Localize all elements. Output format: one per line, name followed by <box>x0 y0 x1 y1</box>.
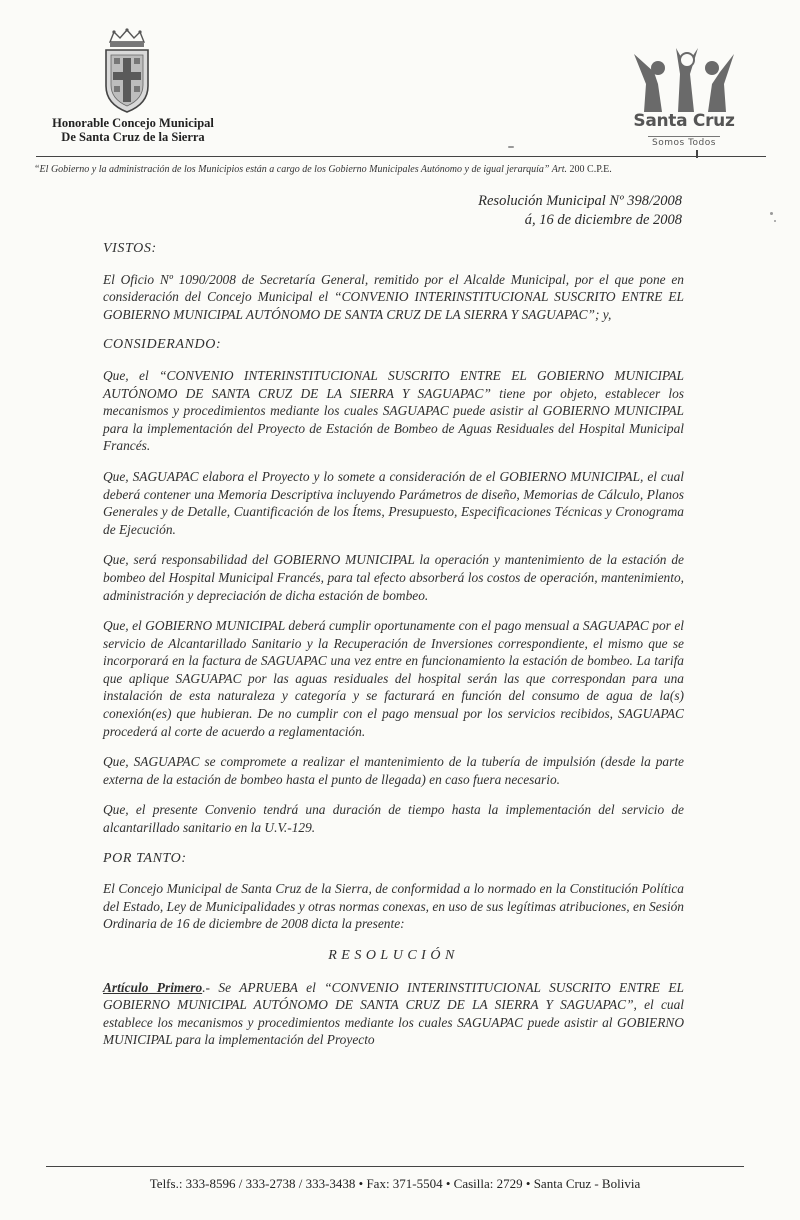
paragraph-considerando-1: Que, el “CONVENIO INTERINSTITUCIONAL SUSCRITO ENTRE EL GOBIERNO MUNICIPAL AUTÓNOMO DE SANTA CRUZ DE LA SIERRA Y SAGUAPAC” tiene por objeto, establecer los mecanismos y procedimientos mediante los cuales SAGUAPAC puede asistir al GOBIERNO MUNICIPAL para la implementación del Proyecto de Estación de Bombeo de Aguas Residuales del Hospital Municipal Francés. <box>103 367 684 454</box>
paragraph-vistos: El Oficio Nº 1090/2008 de Secretaría General, remitido por el Alcalde Municipal, por el que pone en consideración del Concejo Municipal el “CONVENIO INTERINSTITUCIONAL SUSCRITO ENTRE EL GOBIERNO MUNICIPAL AUTÓNOMO DE SANTA CRUZ DE LA SIERRA Y SAGUAPAC”; y, <box>103 271 684 322</box>
resolution-date: á, 16 de diciembre de 2008 <box>524 212 682 228</box>
quote-text: “El Gobierno y la administración de los Municipios están a cargo de los Gobierno Municipales Autónomo y de igual jerarquía” Art. <box>34 164 568 175</box>
scan-speck <box>508 146 514 148</box>
quote-article: 200 C.P.E. <box>569 164 612 175</box>
logo-subtitle: Somos Todos <box>648 136 720 149</box>
resolution-title: RESOLUCIÓN <box>328 948 459 963</box>
header-divider <box>36 156 766 157</box>
footer-contact: Telfs.: 333-8596 / 333-2738 / 333-3438 • Fax: 371-5504 • Casilla: 2729 • Santa Cruz - Bolivia <box>149 1176 641 1191</box>
council-name <box>20 116 246 144</box>
heading-por-tanto: POR TANTO: <box>103 850 187 866</box>
paragraph-considerando-6: Que, el presente Convenio tendrá una duración de tiempo hasta la implementación del servicio de alcantarillado sanitario en la U.V.-129. <box>103 802 684 836</box>
article-separator: .- <box>202 979 219 995</box>
article-text: Se APRUEBA el “CONVENIO INTERINSTITUCIONAL SUSCRITO ENTRE EL GOBIERNO MUNICIPAL AUTÓNOMO DE SANTA CRUZ DE LA SIERRA Y SAGUAPAC”, el cual establece los mecanismos y procedimientos mediante los cuales SAGUAPAC puede asistir al GOBIERNO MUNICIPAL para la implementación del Proyecto <box>103 979 684 1048</box>
municipal-crest-icon <box>100 28 154 114</box>
header-divider-tick <box>696 150 698 158</box>
santa-cruz-logo-text <box>628 112 740 149</box>
paragraph-considerando-3: Que, será responsabilidad del GOBIERNO MUNICIPAL la operación y mantenimiento de la estación de bombeo del Hospital Municipal Francés, para tal efecto absorberá los costos de operación, mantenimiento, administración y depreciación de dicha estación de bombeo. <box>103 552 684 603</box>
scan-speck <box>770 212 773 215</box>
paragraph-considerando-5: Que, SAGUAPAC se compromete a realizar el mantenimiento de la tubería de impulsión (desde la parte externa de la estación de bombeo hasta el punto de llegada) en caso fuera necesario. <box>103 754 684 787</box>
resolution-meta <box>478 192 682 230</box>
paragraph-por-tanto: El Concejo Municipal de Santa Cruz de la Sierra, de conformidad a lo normado en la Constitución Política del Estado, Ley de Municipalidades y otras normas conexas, en uso de sus legítimas atribuciones, en Sesión Ordinaria de 16 de diciembre de 2008 dicta la presente: <box>103 881 684 932</box>
paragraph-article-1 <box>103 979 684 1049</box>
resolution-number: Resolución Municipal Nº 398/2008 <box>478 193 682 209</box>
footer-divider <box>46 1166 744 1167</box>
scan-speck <box>774 220 776 222</box>
council-name-line2: De Santa Cruz de la Sierra <box>61 130 205 144</box>
paragraph-considerando-4: Que, el GOBIERNO MUNICIPAL deberá cumplir oportunamente con el pago mensual a SAGUAPAC por el servicio de Alcantarillado Sanitario y la Recuperación de Inversiones correspondiente, el mismo que se incorporará en la factura de SAGUAPAC una vez entre en funcionamiento la estación de bombeo. La tarifa que aplique SAGUAPAC por las aguas residuales del hospital serán las que correspondan para una instalación de esta naturaleza y categoría y se facturará en función del consumo de agua de la(s) conexión(es) que hubieran. De no cumplir con el pago mensual por los servicios recibidos, SAGUAPAC procederá al corte de acuerdo a reglamentación. <box>103 618 684 739</box>
logo-title: Santa Cruz <box>633 111 735 131</box>
heading-vistos: VISTOS: <box>103 241 157 256</box>
council-name-line1: Honorable Concejo Municipal <box>52 116 214 130</box>
constitution-quote <box>34 164 774 175</box>
paragraph-considerando-2: Que, SAGUAPAC elabora el Proyecto y lo somete a consideración de el GOBIERNO MUNICIPAL, el cual deberá contener una Memoria Descriptiva incluyendo Parámetros de diseño, Memorias de Cálculo, Planos Generales y de Detalle, Cuantificación de los Ítems, Presupuesto, Especificaciones Técnicas y Cronograma de Ejecución. <box>103 468 684 537</box>
document-body <box>103 240 684 1062</box>
heading-considerando: CONSIDERANDO: <box>103 337 222 353</box>
article-label: Artículo Primero <box>103 979 203 995</box>
